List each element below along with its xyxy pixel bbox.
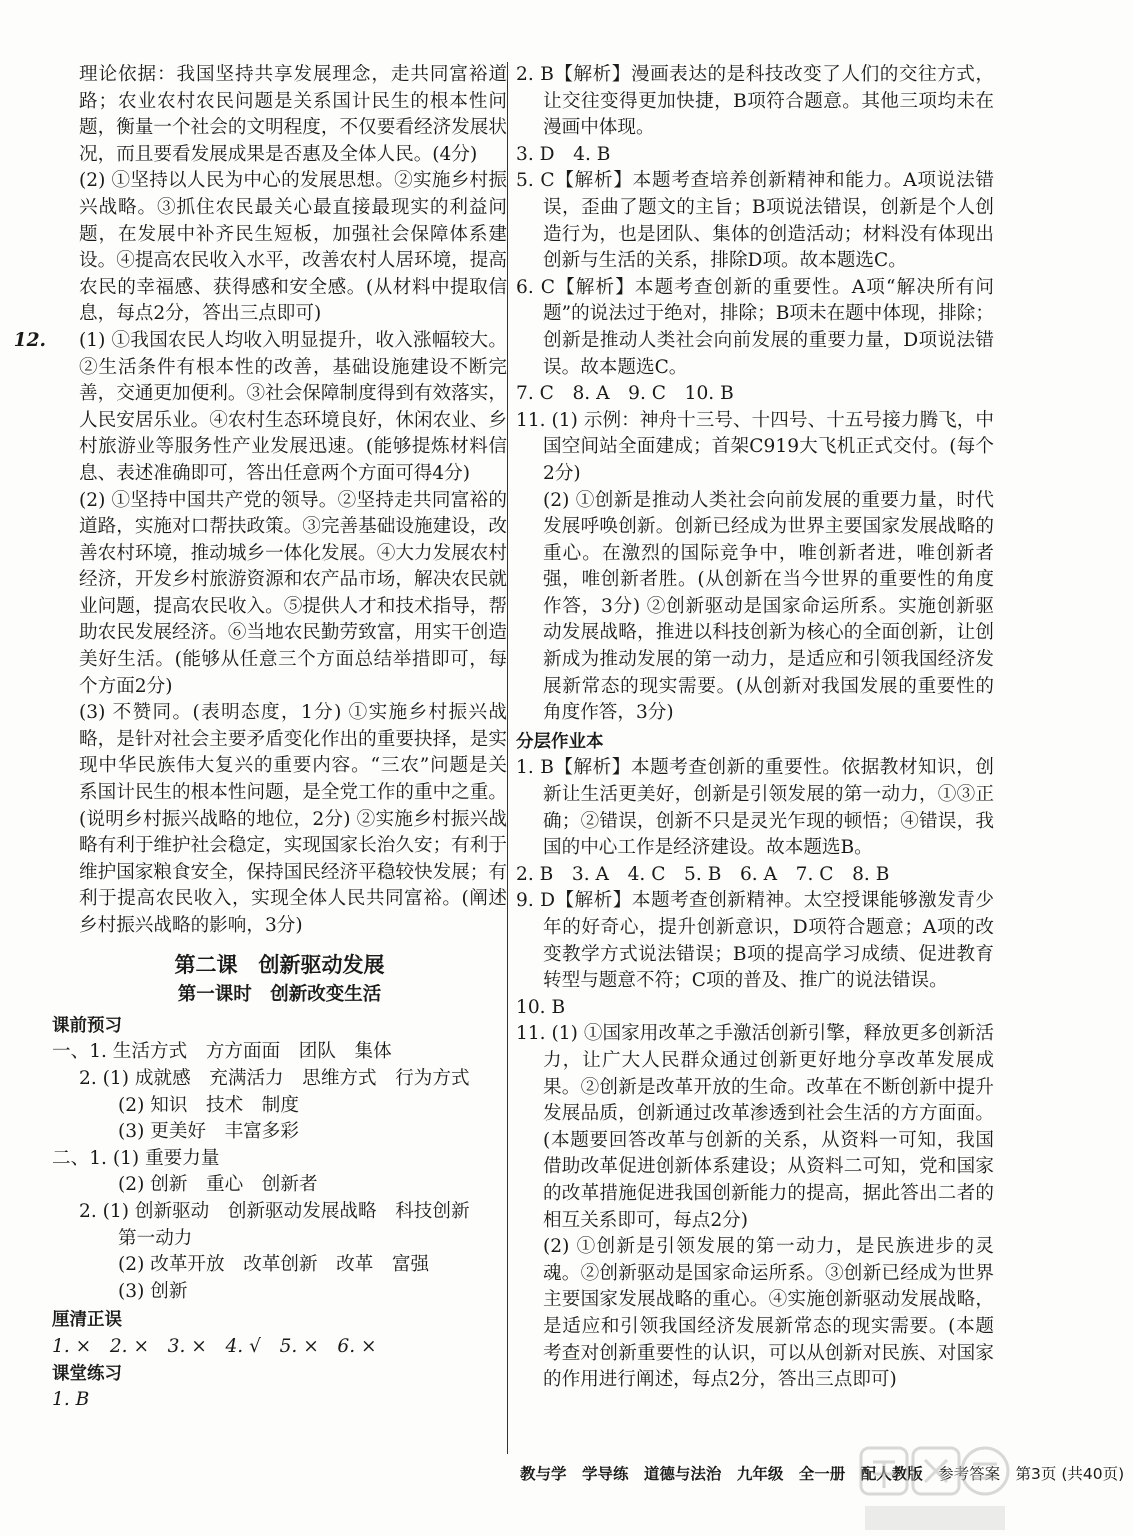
- homework-q11-part1: 11. (1) ①国家用改革之手激活创新引擎，释放更多创新活力，让广大人民群众通过创新更好地分享改革发展成果。②创新是改革开放的生命。改革在不断创新中提升发展品质，创新通过改革渗透到社会生活的方方面面。(本题要回答改革与创新的关系，从资料一可知，我国借助改革促进创新体系建设；从资料二可知，党和国家的改革措施促进我国创新能力的提高，据此答出二者的相互关系即可，每点2分): [516, 1023, 994, 1231]
- right-column: [516, 62, 994, 1394]
- watermark-logo: [855, 1440, 1015, 1536]
- footer-brand: 教与学 学导练: [520, 1465, 629, 1483]
- homework-item: 2. B 3. A 4. C 5. B 6. A 7. C 8. B: [516, 863, 890, 885]
- left-column: [13, 62, 507, 1414]
- lesson-title: 第二课 创新驱动发展: [174, 952, 385, 977]
- footer-volume: 全一册: [798, 1465, 846, 1483]
- footer-section: 参考答案: [938, 1465, 1001, 1483]
- preview-line: 二、1. (1) 重要力量: [52, 1147, 220, 1169]
- prev-answer-part2: (2) ①坚持以人民为中心的发展思想。②实施乡村振兴战略。③抓住农民最关心最直接最现实的利益问题，在发展中补齐民生短板，加强社会保障体系建设。④提高农民收入水平，改善农村人居环境，提高农民的幸福感、获得感和安全感。(从材料中提取信息，每点2分，答出三点即可): [79, 170, 507, 325]
- q12-number: 12.: [13, 329, 46, 351]
- q12-part3: (3) 不赞同。(表明态度，1分) ①实施乡村振兴战略，是针对社会主要矛盾变化作出的重要抉择，是实现中华民族伟大复兴的重要内容。“三农”问题是关系国计民生的根本性问题，是全党工作的重中之重。(说明乡村振兴战略的地位，2分) ②实施乡村振兴战略有利于维护社会稳定，实现国家长治久安；有利于维护国家粮食安全，保持国民经济平稳较快发展；有利于提高农民收入，实现全体人民共同富裕。(阐述乡村振兴战略的影响，3分): [79, 702, 507, 936]
- answer-item: 2. B【解析】漫画表达的是科技改变了人们的交往方式，让交往变得更加快捷，B项符合题意。其他三项均未在漫画中体现。: [516, 64, 994, 139]
- q12-part2: (2) ①坚持中国共产党的领导。②坚持走共同富裕的道路，实施对口帮扶政策。③完善基础设施建设，改善农村环境，推动城乡一体化发展。④大力发展农村经济，开发乡村旅游资源和农产品市场，解决农民就业问题，提高农民收入。⑤提供人才和技术指导，帮助农民发展经济。⑥当地农民勤劳致富，用实干创造美好生活。(能够从任意三个方面总结举措即可，每个方面2分): [79, 489, 507, 697]
- column-divider: [507, 62, 508, 1454]
- true-false-answers: 1. × 2. × 3. × 4. √ 5. × 6. ×: [52, 1335, 377, 1357]
- preview-line: 2. (1) 创新驱动 创新驱动发展战略 科技创新: [79, 1200, 470, 1222]
- lesson-subtitle: 第一课时 创新改变生活: [177, 984, 382, 1006]
- footer-subject: 道德与法治: [643, 1465, 722, 1483]
- prev-answer-basis: 理论依据：我国坚持共享发展理念，走共同富裕道路；农业农村农民问题是关系国计民生的根本性问题，衡量一个社会的文明程度，不仅要看经济发展状况，而且要看发展成果是否惠及全体人民。(4分): [79, 64, 507, 165]
- correct-heading: 厘清正误: [52, 1310, 122, 1331]
- preview-line: (3) 更美好 丰富多彩: [118, 1121, 299, 1143]
- answer-item: 6. C【解析】本题考查创新的重要性。A项“解决所有问题”的说法过于绝对，排除；B项未在题中体现，排除；创新是推动人类社会向前发展的重要力量，D项说法错误。故本题选C。: [516, 276, 994, 378]
- preview-heading: 课前预习: [52, 1015, 122, 1036]
- preview-line: 一、1. 生活方式 方方面面 团队 集体: [52, 1041, 392, 1063]
- answer-item: 7. C 8. A 9. C 10. B: [516, 383, 734, 405]
- q12-block: [13, 328, 507, 940]
- practice-heading: 课堂练习: [52, 1363, 122, 1384]
- answer-item: 5. C【解析】本题考查培养创新精神和能力。A项说法错误，歪曲了题文的主旨；B项说法错误，创新是个人创造行为，也是团队、集体的创造活动；材料没有体现出创新与生活的关系，排除D项。故本题选C。: [516, 170, 994, 272]
- footer-grade: 九年级: [736, 1465, 784, 1483]
- preview-line: (3) 创新: [118, 1280, 188, 1302]
- answer-item: 3. D 4. B: [516, 143, 611, 165]
- q11-part2: (2) ①创新是推动人类社会向前发展的重要力量，时代发展呼唤创新。创新已经成为世界主要国家发展战略的重心。在激烈的国际竞争中，唯创新者进，唯创新者强，唯创新者胜。(从创新在当今世界的重要性的角度作答，3分) ②创新驱动是国家命运所系。实施创新驱动发展战略，推进以科技创新为核心的全面创新，让创新成为推动发展的第一动力，是适应和引领我国经济发展新常态的现实需要。(从创新对我国发展的重要性的角度作答，3分): [543, 489, 994, 724]
- preview-line: (2) 改革开放 改革创新 改革 富强: [118, 1254, 430, 1276]
- homework-heading: 分层作业本: [516, 731, 604, 752]
- homework-item: 10. B: [516, 996, 566, 1018]
- preview-line: (2) 创新 重心 创新者: [118, 1174, 318, 1196]
- practice-answer: 1. B: [52, 1389, 90, 1411]
- homework-item: 1. B【解析】本题考查创新的重要性。依据教材知识，创新让生活更美好，创新是引领发展的第一动力，①③正确；②错误，创新不只是灵光乍现的顿悟；④错误，我国的中心工作是经济建设。故本题选B。: [516, 757, 994, 859]
- footer-edition: 配人教版: [860, 1465, 923, 1483]
- homework-item: 9. D【解析】本题考查创新精神。太空授课能够激发青少年的好奇心，提升创新意识，D项符合题意；A项的改变教学方式说法错误；B项的提高学习成绩、促进教育转型与题意不符；C项的普及、推广的说法错误。: [516, 890, 994, 992]
- preview-line: 2. (1) 成就感 充满活力 思维方式 行为方式: [79, 1067, 470, 1089]
- preview-line: 第一动力: [118, 1227, 193, 1249]
- homework-q11-part2: (2) ①创新是引领发展的第一动力，是民族进步的灵魂。②创新驱动是国家命运所系。③创新已经成为世界主要国家发展战略的重心。④实施创新驱动发展战略，是适应和引领我国经济发展新常态的现实需要。(本题考查对创新重要性的认识，可以从创新对民族、对国家的作用进行阐述，每点2分，答出三点即可): [543, 1236, 994, 1391]
- q11-part1: 11. (1) 示例：神舟十三号、十四号、十五号接力腾飞，中国空间站全面建成；首架C919大飞机正式交付。(每个2分): [516, 409, 994, 484]
- q12-part1: (1) ①我国农民人均收入明显提升，收入涨幅较大。②生活条件有根本性的改善，基础设施建设不断完善，交通更加便利。③社会保障制度得到有效落实，人民安居乐业。④农村生态环境良好，休闲农业、乡村旅游业等服务性产业发展迅速。(能够提炼材料信息、表述准确即可，答出任意两个方面可得4分): [79, 329, 507, 484]
- footer-page-number: 第3页 (共40页): [1015, 1465, 1125, 1483]
- preview-line: (2) 知识 技术 制度: [118, 1094, 299, 1116]
